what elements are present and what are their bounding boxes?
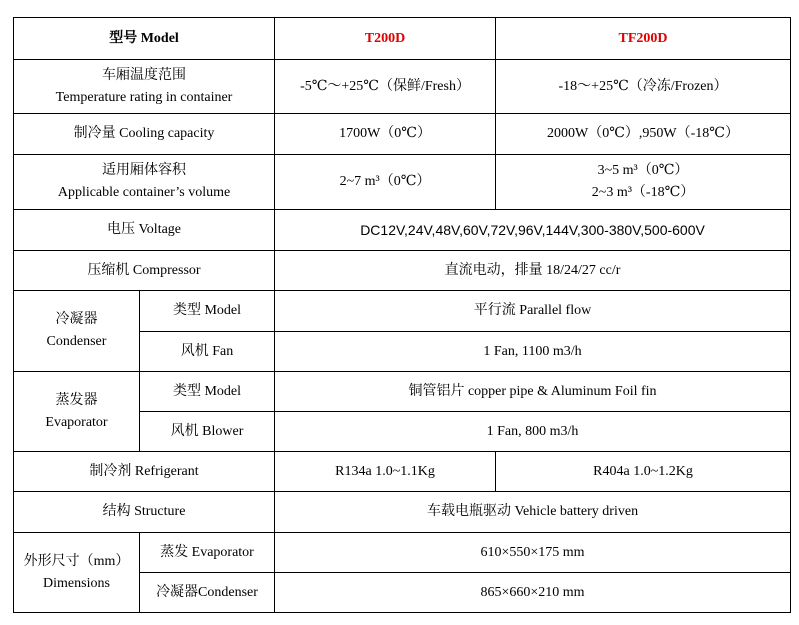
- condenser-type-row: [14, 291, 791, 332]
- structure-row: [14, 492, 791, 533]
- temperature-row: [14, 60, 791, 114]
- condenser-label-cn: 冷凝器: [55, 312, 98, 327]
- volume-value-a: 2~7 m³（0℃）: [275, 155, 496, 210]
- refrigerant-value-a: R134a 1.0~1.1Kg: [275, 452, 496, 492]
- voltage-label: 电压 Voltage: [14, 210, 275, 251]
- volume-label-en: Applicable container’s volume: [57, 185, 231, 200]
- voltage-value: DC12V,24V,48V,60V,72V,96V,144V,300-380V,500-600V: [275, 210, 791, 251]
- evaporator-type-value: 铜管铝片 copper pipe & Aluminum Foil fin: [275, 372, 791, 412]
- structure-label: 结构 Structure: [14, 492, 275, 533]
- volume-label: [14, 155, 275, 210]
- evaporator-type-row: [14, 372, 791, 412]
- temperature-value-a: -5℃～+25℃（保鲜/Fresh）: [275, 60, 496, 114]
- dimensions-evap-label: 蒸发 Evaporator: [140, 533, 275, 573]
- evaporator-type-label: 类型 Model: [140, 372, 275, 412]
- temperature-label-en: Temperature rating in container: [55, 89, 233, 105]
- spec-table: [13, 17, 791, 613]
- dimensions-evap-value: 610×550×175 mm: [275, 533, 791, 573]
- volume-value-b-2: 2~3 m³（-18℃）: [591, 185, 695, 200]
- evaporator-label-cn: 蒸发器: [55, 392, 98, 408]
- model-b-header: TF200D: [496, 18, 791, 60]
- volume-value-b-1: 3~5 m³（0℃）: [597, 163, 689, 178]
- condenser-label: [14, 291, 140, 372]
- dimensions-label: [14, 533, 140, 613]
- cooling-value-b: 2000W（0℃）,950W（-18℃）: [496, 114, 791, 155]
- temperature-value-b: -18～+25℃（冷冻/Frozen）: [496, 60, 791, 114]
- cooling-value-a: 1700W（0℃）: [275, 114, 496, 155]
- compressor-value: 直流电动，排量 18/24/27 cc/r: [275, 251, 791, 291]
- dimensions-label-cn: 外形尺寸（mm）: [23, 553, 130, 569]
- refrigerant-row: [14, 452, 791, 492]
- condenser-label-en: Condenser: [46, 334, 107, 349]
- cooling-row: [14, 114, 791, 155]
- volume-label-cn: 适用厢体容积: [102, 163, 186, 178]
- condenser-type-value: 平行流 Parallel flow: [275, 291, 791, 332]
- model-header: 型号 Model: [14, 18, 275, 60]
- volume-value-b: [496, 155, 791, 210]
- dimensions-label-en: Dimensions: [43, 575, 110, 591]
- condenser-type-label: 类型 Model: [140, 291, 275, 332]
- condenser-fan-label: 风机 Fan: [140, 332, 275, 372]
- temperature-label: [14, 60, 275, 114]
- refrigerant-label: 制冷剂 Refrigerant: [14, 452, 275, 492]
- refrigerant-value-b: R404a 1.0~1.2Kg: [496, 452, 791, 492]
- evaporator-fan-value: 1 Fan, 800 m3/h: [275, 412, 791, 452]
- dimensions-cond-label: 冷凝器Condenser: [140, 573, 275, 613]
- volume-row: [14, 155, 791, 210]
- header-row: [14, 18, 791, 60]
- evaporator-label: [14, 372, 140, 452]
- condenser-fan-value: 1 Fan, 1100 m3/h: [275, 332, 791, 372]
- temperature-label-cn: 车厢温度范围: [102, 67, 186, 83]
- model-a-header: T200D: [275, 18, 496, 60]
- dimensions-evap-row: [14, 533, 791, 573]
- structure-value: 车载电瓶驱动 Vehicle battery driven: [275, 492, 791, 533]
- voltage-row: [14, 210, 791, 251]
- compressor-label: 压缩机 Compressor: [14, 251, 275, 291]
- cooling-label: 制冷量 Cooling capacity: [14, 114, 275, 155]
- evaporator-label-en: Evaporator: [45, 414, 108, 430]
- evaporator-fan-label: 风机 Blower: [140, 412, 275, 452]
- compressor-row: [14, 251, 791, 291]
- dimensions-cond-value: 865×660×210 mm: [275, 573, 791, 613]
